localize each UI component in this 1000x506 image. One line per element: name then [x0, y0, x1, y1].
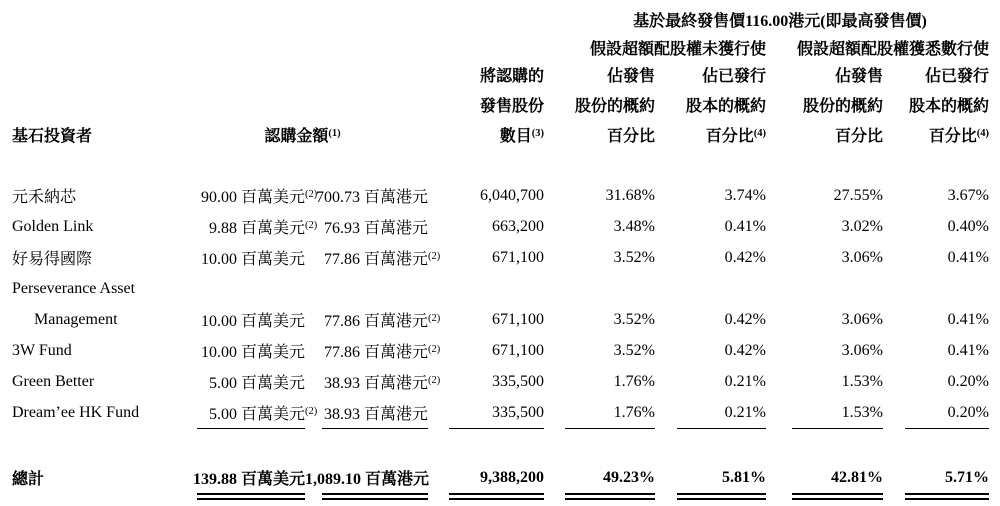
- total-hkd-amount: 1,089.10 百萬港元: [305, 471, 430, 488]
- pct-issued-exercised: 0.41%: [947, 248, 989, 266]
- hkd-amount: 76.93 百萬港元: [323, 220, 428, 237]
- pct-offer-unexercised: 3.52%: [613, 341, 655, 359]
- group-header-overallotment-unexercised: 假設超額配股權未獲行使: [589, 41, 766, 58]
- footnote-marker: (4): [753, 128, 766, 139]
- table-row: [0, 397, 1000, 428]
- column-header-offer-shares-number: 將認購的 發售股份 數目$^{(3)}$: [479, 68, 544, 145]
- footnote-marker: (4): [976, 128, 989, 139]
- pct-issued-exercised: 0.41%: [947, 341, 989, 359]
- pct-offer-exercised: 3.06%: [841, 310, 883, 328]
- pct-issued-unexercised: 0.42%: [724, 310, 766, 328]
- double-rule: [677, 493, 766, 500]
- pct-offer-exercised: 3.06%: [841, 341, 883, 359]
- pct-issued-exercised: 0.41%: [947, 310, 989, 328]
- total-label: 總計: [12, 471, 45, 488]
- column-header-pct-offer-shares-unexercised: 佔發售 股份的概約 百分比: [574, 68, 655, 145]
- offer-shares-number: 335,500: [492, 372, 544, 390]
- table-row: [0, 304, 1000, 335]
- column-header-pct-issued-capital-exercised: 佔已發行 股本的概約 百分比$^{(4)}$: [908, 68, 989, 145]
- investor-name: Green Better: [12, 372, 95, 390]
- total-pct-offer-exercised: 42.81%: [831, 468, 883, 486]
- group-header-overallotment-exercised: 假設超額配股權獲悉數行使: [796, 41, 989, 58]
- offer-price-banner: 基於最終發售價116.00港元(即最高發售價): [633, 13, 927, 30]
- offer-shares-number: 6,040,700: [480, 186, 544, 204]
- rule: [905, 428, 989, 429]
- offer-shares-number: 663,200: [492, 217, 544, 235]
- table-row: [0, 180, 1000, 211]
- investor-name: 3W Fund: [12, 341, 72, 359]
- hkd-amount: 77.86 百萬港元(2): [323, 313, 441, 330]
- column-header-investor: 基石投資者: [12, 128, 93, 145]
- usd-amount: 90.00 百萬美元(2): [200, 189, 318, 206]
- pct-issued-unexercised: 3.74%: [724, 186, 766, 204]
- pct-issued-unexercised: 0.42%: [724, 248, 766, 266]
- pct-offer-exercised: 1.53%: [841, 403, 883, 421]
- table-body: [0, 180, 1000, 501]
- investor-name: Golden Link: [12, 217, 94, 235]
- investor-name: 元禾納芯: [12, 189, 77, 206]
- rule: [677, 428, 766, 429]
- double-rule: [905, 493, 989, 500]
- total-pct-issued-unexercised: 5.81%: [722, 468, 766, 486]
- hkd-amount: 77.86 百萬港元(2): [323, 344, 441, 361]
- total-row: [0, 462, 1000, 493]
- total-usd-amount: 139.88 百萬美元: [192, 471, 305, 488]
- pct-offer-unexercised: 3.48%: [613, 217, 655, 235]
- pct-issued-unexercised: 0.41%: [724, 217, 766, 235]
- offer-shares-number: 671,100: [492, 310, 544, 328]
- double-rule: [197, 493, 305, 500]
- double-rule: [449, 493, 544, 500]
- pct-issued-exercised: 0.40%: [947, 217, 989, 235]
- usd-amount: 10.00 百萬美元: [200, 313, 305, 330]
- column-header-subscription-amount: 認購金額$^{(1)}$: [264, 128, 341, 145]
- table-row: [0, 211, 1000, 242]
- pct-offer-unexercised: 1.76%: [613, 403, 655, 421]
- table-row: [0, 335, 1000, 366]
- usd-amount: 10.00 百萬美元: [200, 344, 305, 361]
- rule: [197, 428, 305, 429]
- rule: [565, 428, 655, 429]
- total-offer-shares-number: 9,388,200: [480, 468, 544, 486]
- usd-amount: 5.00 百萬美元(2): [208, 406, 318, 423]
- usd-amount: 9.88 百萬美元(2): [208, 220, 318, 237]
- pct-issued-unexercised: 0.21%: [724, 372, 766, 390]
- hkd-amount: 700.73 百萬港元: [315, 189, 428, 206]
- investor-name-line1: Perseverance Asset: [12, 279, 136, 297]
- pct-issued-unexercised: 0.21%: [724, 403, 766, 421]
- double-rule: [322, 493, 428, 500]
- investor-name: Dream’ee HK Fund: [12, 403, 140, 421]
- hkd-amount: 77.86 百萬港元(2): [323, 251, 441, 268]
- usd-amount: 10.00 百萬美元: [200, 251, 305, 268]
- pct-issued-exercised: 0.20%: [947, 403, 989, 421]
- hkd-amount: 38.93 百萬港元(2): [323, 375, 441, 392]
- rule: [792, 428, 883, 429]
- pct-offer-exercised: 3.02%: [841, 217, 883, 235]
- total-rule: [0, 493, 1000, 501]
- table-row: [0, 366, 1000, 397]
- pct-offer-exercised: 27.55%: [833, 186, 883, 204]
- total-pct-issued-exercised: 5.71%: [945, 468, 989, 486]
- rule: [322, 428, 428, 429]
- footnote-marker: (3): [531, 128, 544, 139]
- hkd-amount: 38.93 百萬港元: [323, 406, 428, 423]
- pct-offer-unexercised: 3.52%: [613, 310, 655, 328]
- footnote-marker: (1): [328, 128, 341, 139]
- usd-amount: 5.00 百萬美元: [208, 375, 305, 392]
- offer-shares-number: 335,500: [492, 403, 544, 421]
- table-row: [0, 242, 1000, 273]
- investor-name-line2: Management: [34, 310, 118, 328]
- pct-offer-unexercised: 3.52%: [613, 248, 655, 266]
- pct-offer-exercised: 1.53%: [841, 372, 883, 390]
- offer-shares-number: 671,100: [492, 248, 544, 266]
- pct-offer-exercised: 3.06%: [841, 248, 883, 266]
- pct-offer-unexercised: 31.68%: [605, 186, 655, 204]
- table-row: [0, 273, 1000, 304]
- investor-name: 好易得國際: [12, 251, 93, 268]
- pct-offer-unexercised: 1.76%: [613, 372, 655, 390]
- pct-issued-exercised: 3.67%: [947, 186, 989, 204]
- offer-shares-number: 671,100: [492, 341, 544, 359]
- pct-issued-exercised: 0.20%: [947, 372, 989, 390]
- pct-issued-unexercised: 0.42%: [724, 341, 766, 359]
- total-pct-offer-unexercised: 49.23%: [603, 468, 655, 486]
- double-rule: [565, 493, 655, 500]
- column-header-pct-offer-shares-exercised: 佔發售 股份的概約 百分比: [802, 68, 883, 145]
- rule: [449, 428, 544, 429]
- subtotal-rule: [0, 428, 1000, 430]
- double-rule: [792, 493, 883, 500]
- column-header-pct-issued-capital-unexercised: 佔已發行 股本的概約 百分比$^{(4)}$: [685, 68, 766, 145]
